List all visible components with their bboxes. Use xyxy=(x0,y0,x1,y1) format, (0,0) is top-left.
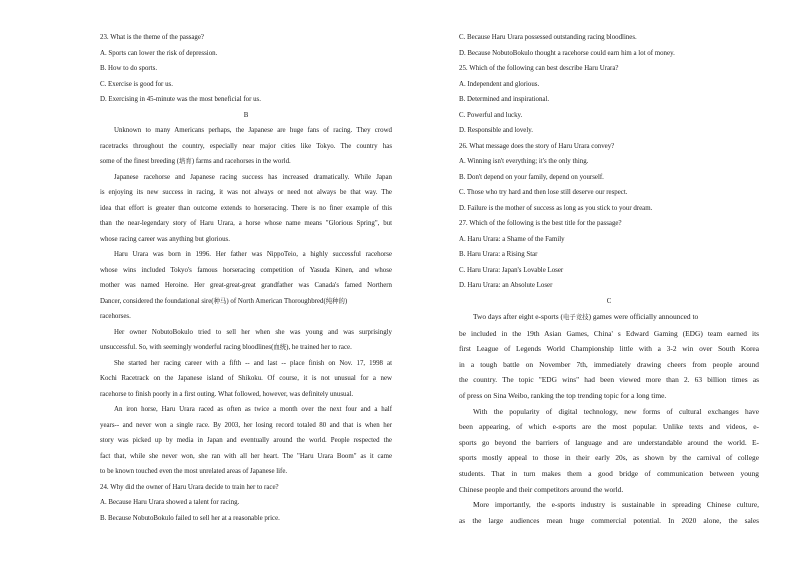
text-line: as the large audiences mean huge commercial potential. In 2020 alone, the sales xyxy=(459,515,759,525)
question-25: 25. Which of the following can best describe Haru Urara? xyxy=(459,65,619,72)
paragraph-b6 xyxy=(100,402,392,480)
option-25-b: B. Determined and inspirational. xyxy=(459,96,550,103)
question-23: 23. What is the theme of the passage? xyxy=(100,34,204,41)
option-27-c: C. Haru Urara: Japan's Lovable Loser xyxy=(459,266,564,274)
question-27: 27. Which of the following is the best title for the passage? xyxy=(459,220,622,227)
text-line: in a tough battle on November 7th, immediately drawing cheers from people around xyxy=(459,359,759,369)
text-line: whose racing career was anything but glorious. xyxy=(100,235,230,243)
text-line: Kochi Racetrack on the Japanese island of Shikoku. Of course, it is not unusual for a new xyxy=(100,375,392,382)
text-line: sports mostly appeal to those in their early 20s, as shown by the carnival of college xyxy=(459,453,759,463)
text-span: some of the finest breeding ( xyxy=(100,158,180,165)
question-26: 26. What message does the story of Haru Urara convey? xyxy=(459,142,615,150)
text-line xyxy=(100,340,392,356)
text-line: mother was named Heroine. Her great-great-great grandfather was Canada's famed Northern xyxy=(100,282,392,289)
text-line xyxy=(100,294,392,310)
text-line: the country. The topic "EDG wins" had been viewed more than 2. 63 billion times as xyxy=(459,375,759,385)
option-27-d: D. Haru Urara: an Absolute Loser xyxy=(459,282,553,289)
text-group xyxy=(100,294,347,310)
paragraph-b4 xyxy=(100,325,392,356)
text-line xyxy=(459,309,759,326)
text-line: Unknown to many Americans perhaps, the Japanese are huge fans of racing. They crowd xyxy=(114,127,392,134)
text-line: She started her racing career with a fifth -- and last -- place finish on Nov. 17, 1998 at xyxy=(114,359,392,367)
text-line: An iron horse, Haru Urara raced as often as twice a month over the next four and a half xyxy=(114,406,392,413)
text-line: been appearing, of which e-sports are the most popular. Unlike texts and videos, e- xyxy=(459,422,759,432)
text-line xyxy=(100,154,392,170)
option-26-b: B. Don't depend on your family, depend on yourself. xyxy=(459,173,604,181)
text-line: be included in the 19th Asian Games, China' s Edward Gaming (EDG) team earned its xyxy=(459,328,759,338)
option-25-a: A. Independent and glorious. xyxy=(459,80,540,88)
option-24-c: C. Because Haru Urara possessed outstanding racing bloodlines. xyxy=(459,34,637,41)
text-line: than the near-legendary story of Haru Urara, a horse whose name means "Glorious Spring", but xyxy=(100,220,392,227)
text-line: Chinese people and their competitors around the world. xyxy=(459,484,624,494)
text-line: racehorses. xyxy=(100,313,131,320)
section-b-heading: B xyxy=(243,111,249,119)
paragraph-c1 xyxy=(459,309,759,404)
paragraph-c2 xyxy=(459,404,759,498)
option-27-a: A. Haru Urara: a Shame of the Family xyxy=(459,235,565,243)
question-24: 24. Why did the owner of Haru Urara decide to train her to race? xyxy=(100,483,279,491)
paragraph-b1 xyxy=(100,123,392,170)
option-23-c: C. Exercise is good for us. xyxy=(100,80,173,88)
text-line: Her owner NobutoBokulo tried to sell her when she was young and was surprisingly xyxy=(114,328,392,336)
paragraph-b3 xyxy=(100,247,392,325)
option-26-d: D. Failure is the mother of success as long as you stick to your dream. xyxy=(459,204,653,212)
chinese-gloss: 培育 xyxy=(179,157,192,165)
text-line: sports go beyond the barriers of language and are understandable around the world. E- xyxy=(459,437,759,447)
option-23-a: A. Sports can lower the risk of depression. xyxy=(100,49,218,57)
text-line: whose wins included Tokyo's famous horseracing competition of Yasuda Kinen, and whose xyxy=(100,266,392,274)
text-line: Haru Urara was born in 1996. Her father was NippoTeio, a highly successful racehorse xyxy=(114,251,392,258)
text-line: More importantly, the e-sports industry is sustainable in spreading Chinese culture, xyxy=(473,500,759,510)
text-span: ), he trained her to race. xyxy=(286,344,352,351)
paragraph-b2 xyxy=(100,170,392,248)
text-line: first League of Legends World Championship little with a 3-2 win over South Korea xyxy=(459,344,759,354)
text-line: Japanese racehorse and Japanese racing success has increased dramatically. While Japan xyxy=(114,173,392,181)
text-span: Two days after eight e-sports ( xyxy=(473,312,563,321)
text-span: ) xyxy=(344,297,348,305)
chinese-gloss: 血统 xyxy=(273,343,287,351)
option-26-c: C. Those who try hard and then lose still deserve our respect. xyxy=(459,189,628,196)
chinese-gloss: 纯种的 xyxy=(325,296,345,305)
option-27-b: B. Haru Urara: a Rising Star xyxy=(459,251,538,258)
option-26-a: A. Winning isn't everything; it's the only thing. xyxy=(459,158,589,165)
right-column xyxy=(459,30,759,528)
option-23-d: D. Exercising in 45-minute was the most beneficial for us. xyxy=(100,96,261,103)
text-line: racetracks throughout the country, especially near major cities like Tokyo. The country has xyxy=(100,142,392,150)
text-span: ) games were officially announced to xyxy=(588,312,699,321)
option-24-b: B. Because NobutoBokulo failed to sell her at a reasonable price. xyxy=(100,514,280,522)
text-line: students. That in turn makes them a good bridge of communication between young xyxy=(459,468,759,478)
text-line: to be known touched even the most unrelated areas of Japanese life. xyxy=(100,468,288,475)
option-24-a: A. Because Haru Urara showed a talent for racing. xyxy=(100,499,240,506)
text-span: ) farms and racehorses in the world. xyxy=(191,158,291,165)
option-23-b: B. How to do sports. xyxy=(100,65,158,72)
paragraph-b5 xyxy=(100,356,392,403)
section-c-heading: C xyxy=(606,297,612,305)
text-line: of press on Sina Weibo, ranking the top trending topic for a long time. xyxy=(459,390,667,400)
option-24-d: D. Because NobutoBokulo thought a racehorse could earn him a lot of money. xyxy=(459,49,675,57)
text-line: idea that effort is greater than outcome extends to horseracing. There is no finer example of this xyxy=(100,204,392,212)
text-line: With the popularity of digital technology, new forms of cultural exchanges have xyxy=(473,406,759,416)
text-span: unsuccessful. So, with seemingly wonderful racing bloodlines( xyxy=(100,344,274,351)
text-span: ) of North American Thoroughbred( xyxy=(226,297,326,305)
chinese-gloss: 电子竞技 xyxy=(563,313,589,321)
text-group xyxy=(459,309,698,326)
text-line: is enjoying its new success in racing, it was not always or need not always be that way. The xyxy=(100,189,392,196)
text-line: fact that, while she never won, she ran with all her heart. The "Haru Urara Boom" as it came xyxy=(100,452,392,460)
paragraph-c3 xyxy=(459,497,759,528)
text-line: racehorse to finish poorly in a first outing. What followed, however, was definitely unusual. xyxy=(100,390,354,398)
option-25-d: D. Responsible and lovely. xyxy=(459,127,533,134)
chinese-gloss: 种马 xyxy=(213,296,227,305)
left-column xyxy=(100,30,392,526)
text-span: Dancer, considered the foundational sire( xyxy=(100,297,214,305)
text-line: years-- and never won a single race. By 2003, her losing record totaled 80 and that is when her xyxy=(100,421,392,429)
text-line: story was picked up by media in Japan and eventually around the world. People respected the xyxy=(100,437,392,444)
option-25-c: C. Powerful and lucky. xyxy=(459,111,523,119)
